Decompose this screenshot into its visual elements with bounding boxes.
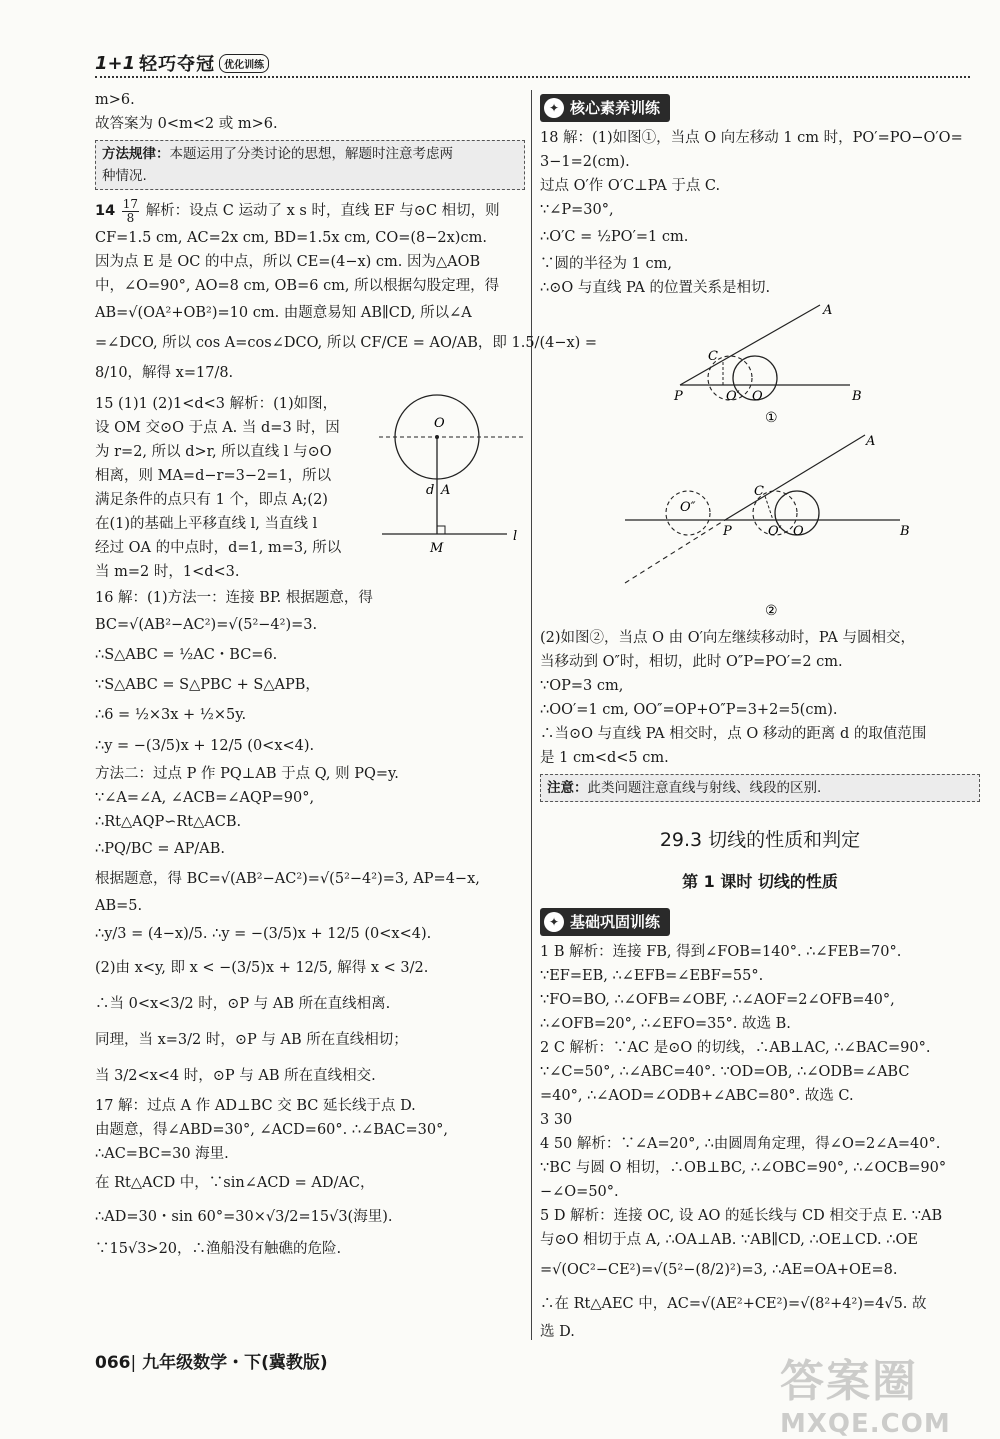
brand-logo: 1+1 — [95, 52, 136, 74]
note-label: 注意： — [547, 780, 588, 796]
perpendicular — [765, 496, 773, 520]
note-text: 此类问题注意直线与射线、线段的区别. — [587, 780, 822, 796]
label-a: A — [441, 483, 451, 498]
text-line: 8/10，解得 x=17/8. — [95, 365, 234, 381]
badge-icon: ✦ — [544, 912, 564, 932]
text-line: ∴PQ/BC = AP/AB. — [95, 841, 225, 857]
column-divider — [531, 90, 532, 1340]
text-line: ∴∠OFB=20°, ∴∠EFO=35°. 故选 B. — [540, 1016, 791, 1032]
text-line: AB=√(OA²+OB²)=10 cm. 由题意易知 AB∥CD, 所以∠A — [95, 305, 472, 321]
fig2-label-a: A — [866, 434, 876, 449]
text-line: ∵15√3>20，∴渔船没有触礁的危险. — [95, 1241, 342, 1257]
text-line: 由题意，得∠ABD=30°, ∠ACD=60°. ∴∠BAC=30°, — [95, 1122, 448, 1138]
brand-sub: 优化训练 — [219, 54, 269, 73]
q15-block — [95, 392, 525, 584]
watermark-url: MXQE.COM — [780, 1409, 951, 1439]
note-text: 种情况. — [102, 168, 147, 184]
tag-label: 核心素养训练 — [570, 99, 661, 117]
text-line: 当 3/2<x<4 时，⊙P 与 AB 所在直线相交. — [95, 1068, 376, 1084]
fig2-label-o-prime: O′ — [768, 524, 782, 539]
text-line: ∴当 0<x<3/2 时，⊙P 与 AB 所在直线相离. — [95, 996, 391, 1012]
text-line: ∵S△ABC = S△PBC + S△APB， — [95, 677, 320, 693]
section-title: 29.3 切线的性质和判定 — [659, 829, 861, 851]
text-line: 同理，当 x=3/2 时，⊙P 与 AB 所在直线相切； — [95, 1032, 408, 1048]
lesson-title: 第 1 课时 切线的性质 — [682, 872, 838, 891]
text-line: ∴Rt△AQP∽Rt△ACB. — [95, 814, 242, 830]
extended-ray — [625, 520, 725, 583]
attention-note — [540, 774, 980, 802]
text-line: 解析：设点 C 运动了 x s 时，直线 EF 与⊙C 相切，则 — [145, 203, 500, 219]
note-label: 方法规律： — [102, 146, 170, 162]
fig1-label-p: P — [674, 389, 683, 404]
fig2-label-o: O — [793, 524, 804, 539]
text-line: 设 OM 交⊙O 于点 A. 当 d=3 时，因 — [95, 420, 340, 436]
figure-2 — [540, 433, 980, 618]
text-line: ∴S△ABC = ½AC・BC=6. — [95, 647, 278, 663]
q14-line — [95, 196, 525, 226]
fig2-label-o-double-prime: O″ — [680, 500, 696, 515]
fig1-caption: ① — [765, 410, 778, 425]
text-line: 经过 OA 的中点时，d=1, m=3, 所以 — [95, 540, 342, 556]
brand — [95, 50, 269, 76]
text-line: AB=5. — [95, 898, 143, 914]
text-line: 16 解：(1)方法一：连接 BP. 根据题意，得 — [95, 590, 373, 606]
label-o: O — [434, 416, 445, 431]
text-line: 过点 O′作 O′C⊥PA 于点 C. — [540, 178, 721, 194]
fig2-label-b: B — [900, 524, 910, 539]
label-d: d — [426, 483, 435, 498]
fig2-label-c: C — [754, 484, 764, 499]
ray-pa — [725, 435, 865, 520]
label-m: M — [430, 541, 444, 556]
header-rule — [95, 76, 970, 78]
text-line: 5 D 解析：连接 OC, 设 AO 的延长线与 CD 相交于点 E. ∵AB — [540, 1208, 943, 1224]
text-line: 选 D. — [540, 1324, 575, 1340]
fig1-label-b: B — [852, 389, 862, 404]
text-line: ∵OP=3 cm, — [540, 678, 624, 694]
brand-name: 轻巧夺冠 — [139, 54, 216, 75]
text-line: =√(OC²−CE²)=√(5²−(8/2)²)=3, ∴AE=OA+OE=8. — [540, 1262, 898, 1278]
text-line: 是 1 cm<d<5 cm. — [540, 750, 669, 766]
text-line: m>6. — [95, 92, 135, 108]
text-line: ∴⊙O 与直线 PA 的位置关系是相切. — [540, 280, 771, 296]
figure-1 — [540, 300, 980, 425]
text-line: 当 m=2 时，1<d<3. — [95, 564, 240, 580]
section-tag — [540, 908, 670, 936]
method-note — [95, 140, 525, 190]
page-header — [95, 48, 970, 78]
text-line: =40°, ∴∠AOD=∠ODB+∠ABC=80°. 故选 C. — [540, 1088, 854, 1104]
badge-icon: ✦ — [544, 98, 564, 118]
text-line: 1 B 解析：连接 FB, 得到∠FOB=140°. ∴∠FEB=70°. — [540, 944, 902, 960]
text-line: ∴在 Rt△AEC 中，AC=√(AE²+CE²)=√(8²+4²)=4√5. 故 — [540, 1296, 927, 1312]
q14-answer: $\frac{17}{8}$ — [122, 196, 139, 225]
text-line: BC=√(AB²−AC²)=√(5²−4²)=3. — [95, 617, 318, 633]
book-title: 九年级数学・下(冀教版) — [142, 1353, 328, 1373]
text-line: −∠O=50°. — [540, 1184, 619, 1200]
text-line: ∵∠A=∠A, ∠ACB=∠AQP=90°, — [95, 790, 315, 806]
text-line: 满足条件的点只有 1 个，即点 A;(2) — [95, 492, 328, 508]
text-line: 故答案为 0<m<2 或 m>6. — [95, 116, 278, 132]
text-line: ∴当⊙O 与直线 PA 相交时，点 O 移动的距离 d 的取值范围 — [540, 726, 927, 742]
text-line: 与⊙O 相切于点 A, ∴OA⊥AB. ∵AB∥CD, ∴OE⊥CD. ∴OE — [540, 1232, 918, 1248]
text-line: 当移动到 O″时，相切，此时 O″P=PO′=2 cm. — [540, 654, 843, 670]
text-line: 3 30 — [540, 1112, 573, 1128]
text-line: ∴6 = ½×3x + ½×5y. — [95, 707, 247, 723]
fig2-label-p: P — [723, 524, 732, 539]
text-line: ∴AD=30・sin 60°=30×√3/2=15√3(海里). — [95, 1209, 393, 1225]
page-footer: 066| 九年级数学・下(冀教版) — [95, 1353, 328, 1373]
text-line: 15 (1)1 (2)1<d<3 解析：(1)如图， — [95, 396, 338, 412]
section-tag — [540, 94, 670, 122]
text-line: 在(1)的基础上平移直线 l, 当直线 l — [95, 516, 318, 532]
text-line: 中，∠O=90°, AO=8 cm, OB=6 cm, 所以根据勾股定理，得 — [95, 278, 500, 294]
text-line: ∵BC 与圆 O 相切，∴OB⊥BC, ∴∠OBC=90°, ∴∠OCB=90° — [540, 1160, 947, 1176]
fig1-label-a: A — [823, 303, 833, 318]
text-line: ∵∠C=50°, ∴∠ABC=40°. ∵OD=OB, ∴∠ODB=∠ABC — [540, 1064, 910, 1080]
text-line: 方法二：过点 P 作 PQ⊥AB 于点 Q, 则 PQ=y. — [95, 766, 399, 782]
fig1-label-c: C — [708, 349, 718, 364]
text-line: 17 解：过点 A 作 AD⊥BC 交 BC 延长线于点 D. — [95, 1098, 416, 1114]
text-line: ∴y/3 = (4−x)/5. ∴y = −(3/5)x + 12/5 (0<x<4). — [95, 926, 432, 942]
text-line: ∴O′C = ½PO′=1 cm. — [540, 229, 689, 245]
text-line: 因为点 E 是 OC 的中点，所以 CE=(4−x) cm. 因为△AOB — [95, 254, 481, 270]
text-line: ∵EF=EB, ∴∠EFB=∠EBF=55°. — [540, 968, 764, 984]
text-line: ∴AC=BC=30 海里. — [95, 1146, 229, 1162]
text-line: ∴y = −(3/5)x + 12/5 (0<x<4). — [95, 738, 315, 754]
text-line: 在 Rt△ACD 中，∵sin∠ACD = AD/AC， — [95, 1175, 375, 1191]
figure-q15 — [377, 382, 527, 557]
fig1-label-o-prime: O′ — [726, 389, 740, 404]
right-angle-mark — [437, 526, 445, 534]
fig2-caption: ② — [765, 603, 778, 618]
text-line: 18 解：(1)如图①，当点 O 向左移动 1 cm 时，PO′=PO−O′O= — [540, 130, 963, 146]
text-line: ∴OO′=1 cm, OO″=OP+O″P=3+2=5(cm). — [540, 702, 838, 718]
text-line: 4 50 解析：∵∠A=20°, ∴由圆周角定理，得∠O=2∠A=40°. — [540, 1136, 941, 1152]
watermark — [780, 1345, 980, 1439]
right-column — [540, 92, 980, 1344]
fig1-label-o: O — [752, 389, 763, 404]
text-line: ∵∠P=30°, — [540, 202, 614, 218]
text-line: CF=1.5 cm, AC=2x cm, BD=1.5x cm, CO=(8−2x)cm. — [95, 230, 487, 246]
text-line: ∵圆的半径为 1 cm, — [540, 256, 672, 272]
text-line: =∠DCO, 所以 cos A=cos∠DCO, 所以 CF/CE = AO/AB，即 1.5/(4−x) = — [95, 335, 598, 351]
q14-number: 14 — [95, 203, 116, 219]
tag-label: 基础巩固训练 — [570, 913, 661, 931]
ray-pa — [680, 305, 820, 385]
note-text: 本题运用了分类讨论的思想，解题时注意考虑两 — [169, 146, 453, 162]
watermark-text: 答案圈 — [780, 1356, 918, 1407]
text-line: 为 r=2, 所以 d>r, 所以直线 l 与⊙O — [95, 444, 332, 460]
label-l: l — [513, 529, 518, 544]
text-line: 根据题意，得 BC=√(AB²−AC²)=√(5²−4²)=3, AP=4−x, — [95, 871, 480, 887]
text-line: (2)由 x<y, 即 x < −(3/5)x + 12/5, 解得 x < 3/2. — [95, 960, 429, 976]
page-number: 066 — [95, 1353, 131, 1373]
text-line: 2 C 解析：∵AC 是⊙O 的切线，∴AB⊥AC, ∴∠BAC=90°. — [540, 1040, 931, 1056]
text-line: 相离，则 MA=d−r=3−2=1，所以 — [95, 468, 332, 484]
text-line: ∵FO=BO, ∴∠OFB=∠OBF, ∴∠AOF=2∠OFB=40°, — [540, 992, 895, 1008]
text-line: 3−1=2(cm). — [540, 154, 630, 170]
text-line: (2)如图②，当点 O 由 O′向左继续移动时，PA 与圆相交， — [540, 630, 915, 646]
